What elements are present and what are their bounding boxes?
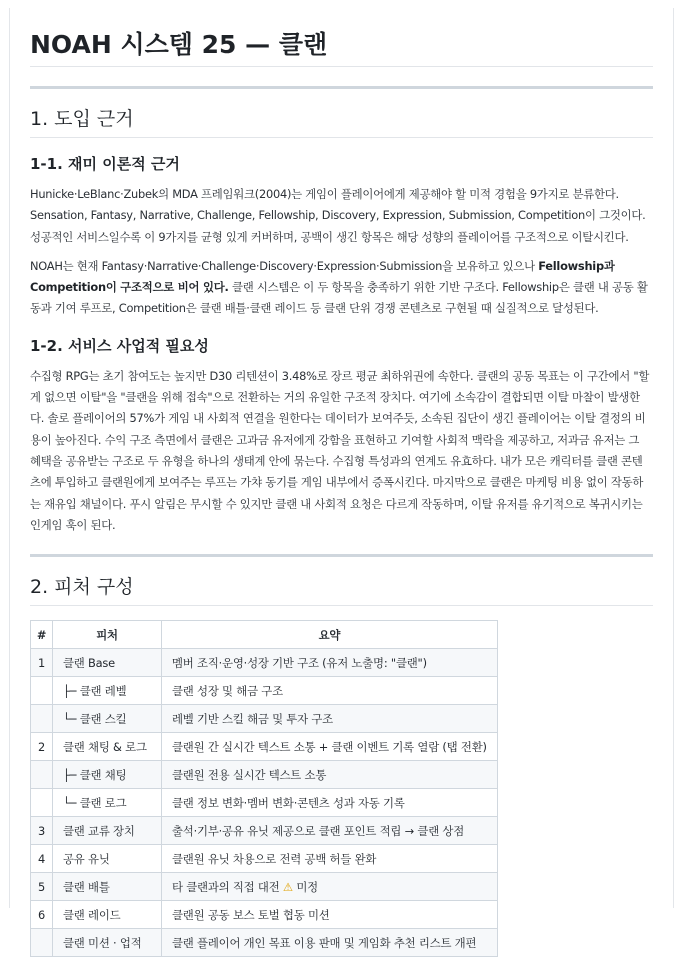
paragraph-business: 수집형 RPG는 초기 참여도는 높지만 D30 리텐션이 3.48%로 장르 평균 최하위권에 속한다. 클랜의 공동 목표는 이 구간에서 "할 게 없으면 이탈"을 "클랜을 위해 접속"으로 전환하는 거의 유일한 구조적 장치다. 여기에 소속감이 결합되면 이탈 마찰이 발생한다. 솔로 플레이어의 57%가 게임 내 사회적 연결을 원한다는 데이터가 보여주듯, 소속된 집단이 생긴 플레이어는 이탈 결정의 비용이 높아진다. 수익 구조 측면에서 클랜은 고과금 유저에게 강함을 표현하고 기여할 사회적 맥락을 제공하고, 저과금 유저는 그 혜택을 공유받는 구조로 두 유형을 하나의 생태계 안에 묶는다. 수집형 특성과의 연계도 유효하다. 내가 모은 캐릭터를 클랜 콘텐츠에 투입하고 클랜원에게 보여주는 루프는 가챠 동기를 게임 내부에서 증폭시킨다. 마지막으로 클랜은 마케팅 비용 없이 작동하는 재유입 채널이다. 푸시 알림은 무시할 수 있지만 클랜 내 사회적 요청은 다르게 작동하며, 이탈 유저를 유기적으로 복귀시키는 인게임 훅이 된다.: [30, 368, 650, 532]
table-row: [31, 677, 498, 705]
row-feature: 클랜 배틀: [53, 873, 162, 901]
subsection-heading-business: 1-2. 서비스 사업적 필요성: [30, 336, 209, 355]
row-summary: 클랜원 간 실시간 텍스트 소통 + 클랜 이벤트 기록 열람 (탭 전환): [162, 733, 498, 761]
row-number: [31, 929, 53, 957]
row-number: 6: [31, 901, 53, 929]
table-row: [31, 649, 498, 677]
section-divider: [30, 86, 653, 89]
table-row: [31, 845, 498, 873]
row-feature: 클랜 채팅 & 로그: [53, 733, 162, 761]
section-divider: [30, 554, 653, 557]
row-summary: 클랜원 전용 실시간 텍스트 소통: [162, 761, 498, 789]
row-number: 5: [31, 873, 53, 901]
row-summary: 클랜 성장 및 해금 구조: [162, 677, 498, 705]
section-heading-intro: 1. 도입 근거: [30, 107, 653, 138]
row-feature: └─ 클랜 로그: [53, 789, 162, 817]
row-number: [31, 789, 53, 817]
table-row: [31, 817, 498, 845]
table-row: [31, 761, 498, 789]
row-feature: 클랜 교류 장치: [53, 817, 162, 845]
table-row: [31, 789, 498, 817]
table-row: [31, 733, 498, 761]
document-page: [9, 8, 674, 950]
row-feature: ├─ 클랜 채팅: [53, 761, 162, 789]
paragraph-text: NOAH는 현재 Fantasy·Narrative·Challenge·Discovery·Expression·Submission을 보유하고 있으나: [30, 258, 539, 273]
status-text: 미정: [296, 879, 318, 894]
summary-text: 타 클랜과의 직접 대전: [172, 879, 280, 894]
row-summary: 클랜원 공동 보스 토벌 협동 미션: [162, 901, 498, 929]
row-number: [31, 705, 53, 733]
row-summary: 클랜원 유닛 차용으로 전력 공백 허들 완화: [162, 845, 498, 873]
row-number: [31, 761, 53, 789]
row-feature: 클랜 미션 · 업적: [53, 929, 162, 957]
paragraph-noah-gap: [30, 256, 653, 320]
row-number: 4: [31, 845, 53, 873]
table-row: [31, 705, 498, 733]
row-summary: 멤버 조직·운영·성장 기반 구조 (유저 노출명: "클랜"): [162, 649, 498, 677]
row-summary: [162, 873, 498, 901]
feature-table: [30, 620, 498, 957]
warning-icon: ⚠: [282, 879, 293, 894]
paragraph-text: 클랜 시스템은 이 두 항목을 충족하기 위한 기반 구조다. Fellowship은 클랜 내 공동 활동과 기여 루프로, Competition은 클랜 배틀·클랜 레이드 등 클랜 단위 경쟁 콘텐츠로 구현될 때 실질적으로 달성된다.: [30, 280, 648, 316]
row-summary: 클랜 플레이어 개인 목표 이용 판매 및 게임화 추천 리스트 개편: [162, 929, 498, 957]
row-number: 2: [31, 733, 53, 761]
row-number: [31, 677, 53, 705]
column-header-summary: 요약: [162, 621, 498, 649]
column-header-number: #: [31, 621, 53, 649]
section-heading-features: 2. 피처 구성: [30, 575, 653, 606]
row-number: 3: [31, 817, 53, 845]
table-row: [31, 929, 498, 957]
row-feature: 클랜 Base: [53, 649, 162, 677]
column-header-feature: 피처: [53, 621, 162, 649]
row-feature: 클랜 레이드: [53, 901, 162, 929]
row-feature: ├─ 클랜 레벨: [53, 677, 162, 705]
row-feature: 공유 유닛: [53, 845, 162, 873]
emphasis-text: Fellowship과 Competition이 구조적으로 비어 있다.: [30, 258, 615, 295]
page-title: NOAH 시스템 25 — 클랜: [30, 32, 653, 67]
table-row: [31, 901, 498, 929]
table-row: [31, 873, 498, 901]
table-header-row: [31, 621, 498, 649]
paragraph-mda: Hunicke·LeBlanc·Zubek의 MDA 프레임워크(2004)는 게임이 플레이어에게 제공해야 할 미적 경험을 9가지로 분류한다. Sensation, Fantasy, Narrative, Challenge, Fellowship, Discovery, Expression, Submission, Competition이 그것이다. 성공적인 서비스일수록 이 9가지를 균형 있게 커버하며, 공백이 생긴 항목은 해당 성향의 플레이어를 구조적으로 이탈시킨다.: [30, 187, 646, 244]
row-feature: └─ 클랜 스킬: [53, 705, 162, 733]
row-summary: 클랜 정보 변화·멤버 변화·콘텐츠 성과 자동 기록: [162, 789, 498, 817]
row-summary: 레벨 기반 스킬 해금 및 투자 구조: [162, 705, 498, 733]
row-summary: 출석·기부·공유 유닛 제공으로 클랜 포인트 적립 → 클랜 상점: [162, 817, 498, 845]
row-number: 1: [31, 649, 53, 677]
subsection-heading-fun-theory: 1-1. 재미 이론적 근거: [30, 155, 180, 173]
